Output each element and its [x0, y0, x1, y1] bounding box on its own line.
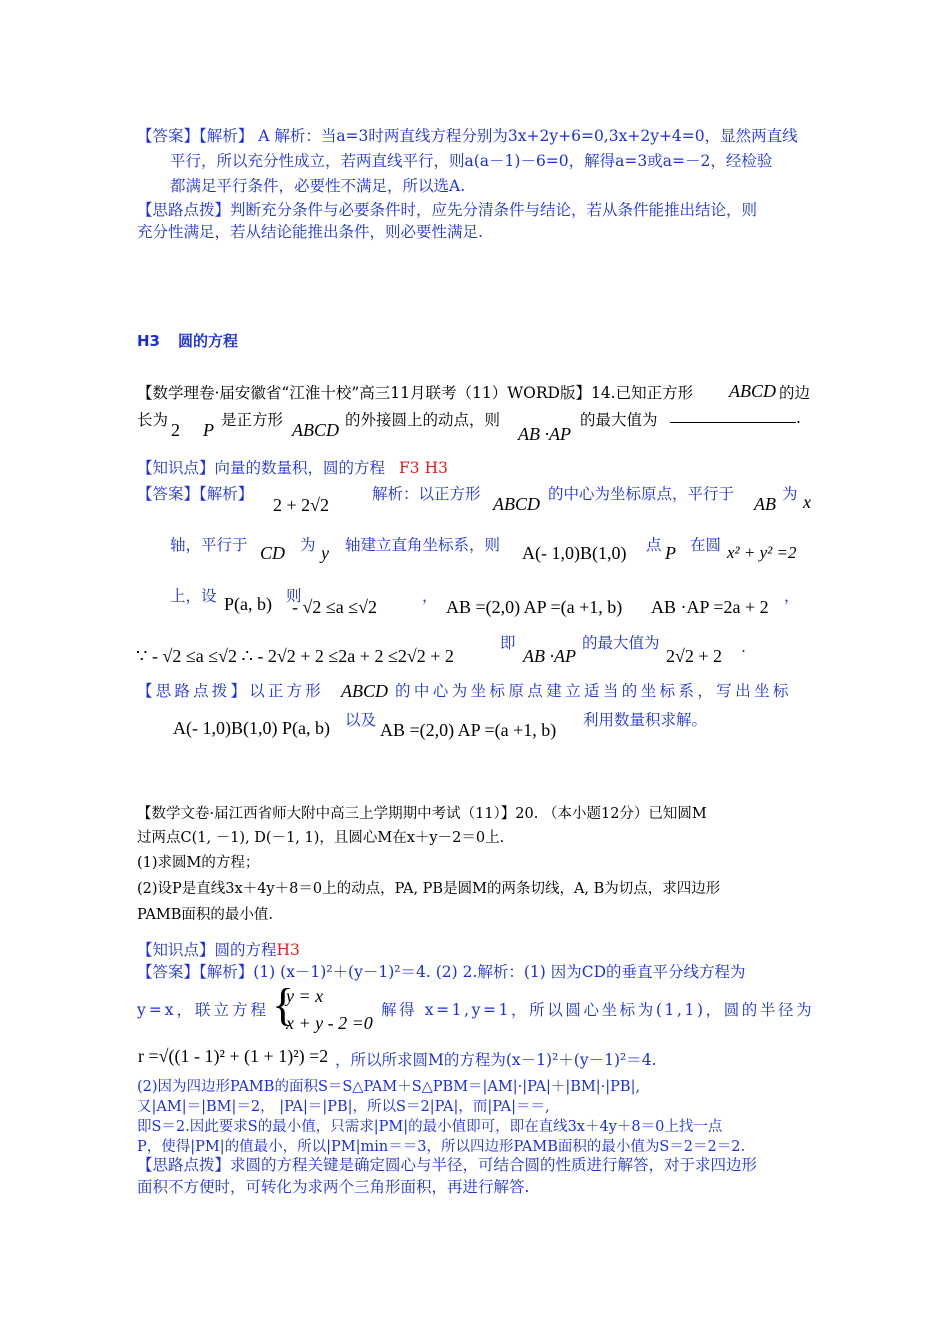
p20-ans-line-1	[137, 960, 746, 984]
p14-b2: 为	[300, 536, 316, 554]
p14-d-end: .	[741, 638, 746, 656]
p14-end: .	[796, 409, 801, 427]
p20-line-3: (1)求圆M的方程；	[137, 855, 260, 871]
p14-abcd2: ABCD	[292, 420, 339, 440]
kp-tag: 【知识点】	[137, 941, 215, 959]
p20-s2: 又|AM|＝|BM|＝2， |PA|＝|PB|，所以S＝2|PA|，而|PA|＝＝,	[137, 1099, 550, 1115]
p14-c1: 上，设	[170, 587, 217, 605]
tip-line-2: 充分性满足，若从结论能推出条件，则必要性满足.	[137, 223, 483, 241]
p14-edge: 的边	[779, 384, 811, 402]
p14-d-dot: AB ·AP	[523, 646, 576, 666]
tip-tag: 【思路点拨】	[137, 201, 231, 219]
answer-line-1	[137, 124, 798, 148]
p14-p: P	[203, 420, 214, 440]
p14-b1: 轴，平行于	[170, 536, 248, 554]
p14-source: 【数学理卷·届安徽省“江淮十校”高三11月联考（11）WORD版】14.已知正方形	[137, 384, 694, 402]
p14-c2: 则	[286, 587, 302, 605]
kp-text: 向量的数量积，圆的方程	[214, 459, 386, 477]
p14-a-x: x	[803, 492, 811, 512]
tip-line-1	[137, 198, 757, 222]
p20-s3: 即S＝2.因此要求S的最小值，只需求|PM|的最小值即可，即在直线3x＋4y＋8＝0上找一点	[137, 1119, 723, 1135]
p14-c-vec: AB =(2,0) AP =(a +1, b)	[446, 597, 623, 617]
p14-tip-abcd: ABCD	[341, 681, 388, 701]
answer-blank	[670, 408, 801, 427]
p14-tip2: 的中心为坐标原点建立适当的坐标系，写出坐标	[395, 682, 792, 700]
radius-formula: r =√((1 - 1)² + (1 + 1)²) =2	[138, 1046, 329, 1066]
tip-tag: 【思路点拨】	[137, 682, 250, 700]
p20-s1: (2)因为四边形PAMB的面积S＝S△PAM＋S△PBM＝|AM|·|PA|＋|BM|·|PB|,	[137, 1079, 641, 1095]
kp-code: F3 H3	[399, 459, 448, 477]
p20-ans2a: y=x，联立方程	[137, 1001, 269, 1019]
p14-b3: 轴建立直角坐标系，则	[345, 536, 501, 554]
p20-tip-line-2: 面积不方便时，可转化为求两个三角形面积，再进行解答.	[137, 1178, 530, 1196]
system-brace: {	[272, 979, 295, 1030]
ans-text: (1) (x－1)²＋(y－1)²＝4. (2) 2.解析：(1) 因为CD的垂直平分线方程为	[253, 963, 746, 981]
p20-ans2b: 解得 x=1,y=1，所以圆心坐标为(1,1)，圆的半径为	[381, 1001, 815, 1019]
p14-ans-tag: 【答案】【解析】	[137, 485, 254, 503]
p20-kp	[137, 938, 300, 962]
p14-circle: 的外接圆上的动点，则	[345, 411, 501, 429]
p14-b-circ: x² + y² =2	[727, 543, 797, 562]
p14-a1: 解析：以正方形	[372, 485, 481, 503]
p20-s4: P，使得|PM|的值最小，所以|PM|min＝＝3，所以四边形PAMB面积的最小值为S＝2＝2＝2.	[137, 1139, 746, 1155]
p14-d1: 即	[500, 634, 516, 652]
p14-a-ab: AB	[754, 494, 776, 514]
p14-b-cd: CD	[260, 543, 286, 563]
p14-c-ineq: - √2 ≤a ≤√2	[292, 597, 377, 617]
heading-code: H3	[137, 332, 160, 350]
p14-d-val: 2√2 + 2	[666, 646, 723, 666]
p14-kp	[137, 456, 448, 480]
p14-ans-val: 2 + 2√2	[273, 495, 330, 515]
p14-tip3: 以及	[345, 711, 377, 729]
section-heading	[137, 329, 238, 353]
p20-line-2: 过两点C(1, －1), D(－1, 1)，且圆心M在x＋y－2＝0上.	[137, 830, 505, 846]
tip-tag: 【思路点拨】	[137, 1156, 231, 1174]
p14-b5: 在圆	[690, 536, 722, 554]
kp-text: 圆的方程	[214, 941, 277, 959]
p14-max: 的最大值为	[580, 411, 658, 429]
ans-tag: 【答案】【解析】	[137, 963, 254, 981]
p14-is: 是正方形	[221, 411, 284, 429]
system-eq-1: y = x	[286, 986, 324, 1006]
p14-a-abcd: ABCD	[493, 494, 540, 514]
tip-text: 求圆的方程关键是确定圆心与半径，可结合圆的性质进行解答，对于求四边形	[230, 1156, 758, 1174]
p14-b4: 点	[646, 536, 662, 554]
tip-text: 判断充分条件与必要条件时，应先分清条件与结论，若从条件能推出结论，则	[230, 201, 758, 219]
p20-line-5: PAMB面积的最小值.	[137, 907, 274, 923]
p14-c-comma: ，	[422, 587, 438, 605]
p14-dot: AB ·AP	[518, 424, 571, 444]
p14-a3: 为	[782, 485, 798, 503]
p14-len: 长为	[137, 411, 169, 429]
p14-b-y: y	[321, 543, 329, 563]
p20-ans3: ，所以所求圆M的方程为(x－1)²＋(y－1)²＝4.	[335, 1051, 657, 1069]
p14-tip4: 利用数量积求解。	[583, 711, 708, 729]
p14-abcd: ABCD	[729, 381, 776, 401]
answer-tag: 【答案】【解析】	[137, 127, 254, 145]
p20-line-4: (2)设P是直线3x＋4y＋8＝0上的动点，PA, PB是圆M的两条切线，A, B为切点，求四边形	[137, 881, 721, 897]
p14-c-end: ，	[784, 587, 800, 605]
p14-b-p: P	[665, 543, 676, 563]
p14-tip-pts: A(- 1,0)B(1,0) P(a, b)	[173, 718, 330, 738]
tip-text-1: 以正方形	[249, 682, 325, 700]
p14-tip-a	[137, 679, 324, 701]
kp-code: H3	[276, 941, 300, 959]
system-eq-2: x + y - 2 =0	[286, 1013, 373, 1033]
p14-two: 2	[171, 420, 180, 440]
heading-title: 圆的方程	[178, 332, 239, 350]
p20-tip-line-1	[137, 1153, 757, 1177]
p14-c-pab: P(a, b)	[224, 594, 272, 614]
p14-b-pts: A(- 1,0)B(1,0)	[522, 543, 627, 563]
p14-c-dot: AB ·AP =2a + 2	[651, 597, 769, 617]
answer-text: A 解析：当a=3时两直线方程分别为3x+2y+6=0,3x+2y+4=0，显然两直线	[253, 127, 798, 145]
p14-tip-vec: AB =(2,0) AP =(a +1, b)	[380, 720, 557, 740]
answer-line-2: 平行，所以充分性成立，若两直线平行，则a(a－1)－6=0，解得a=3或a=－2，经检验	[170, 152, 773, 170]
p14-d2: 的最大值为	[582, 634, 660, 652]
answer-line-3: 都满足平行条件，必要性不满足，所以选A.	[170, 177, 466, 195]
p20-line-1: 【数学文卷·届江西省师大附中高三上学期期中考试（11）】20. （本小题12分）已知圆M	[137, 806, 707, 822]
p14-a2: 的中心为坐标原点，平行于	[548, 485, 735, 503]
kp-tag: 【知识点】	[137, 459, 215, 477]
p14-d-math: ∵ - √2 ≤a ≤√2 ∴ - 2√2 + 2 ≤2a + 2 ≤2√2 + 2	[136, 646, 454, 666]
